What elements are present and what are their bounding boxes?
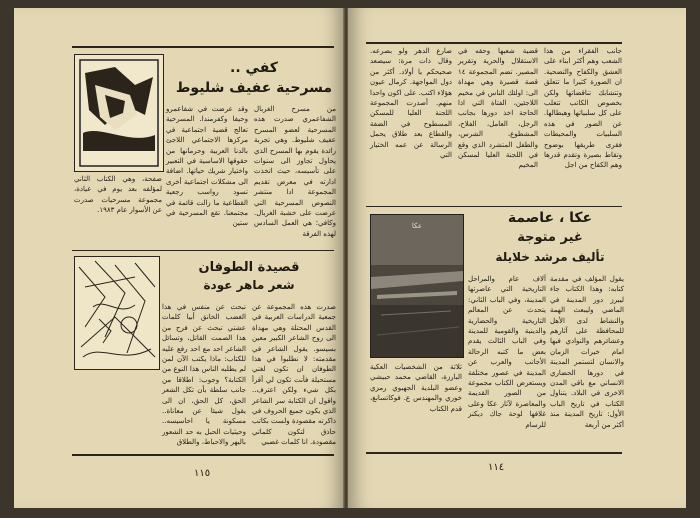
article-body-col-left: صفحة، وهي الكتاب الثاني لمؤلفه بعد يوم في عيادة، مجموعة مسرحيات صدرت عن الأسوار عام ١٩٨٣. — [74, 175, 162, 215]
top-body-col-2: قضية شعبها وحقه في الاستقلال والحرية وتقرير المصير. تضم المجموعة ١٤ قصة قصيرة وهي مهداة الى: اولئك الناس في مخيم اللاجئين، الفتاة التي اذا الحاجة اخذ دورها بجانب الرجل، العامل، الفلاح، المشطوع، الشرس، والطفل المتشرد الذي وقع في اللجنة العليا لمسكن المخيم — [458, 47, 538, 170]
article-title: عكا ، عاصمة — [507, 210, 593, 226]
book-cover-photo-akka — [370, 214, 464, 358]
article-body-col-right: يقول المؤلف في مقدمة كتابه: وهذا الكتاب جاء ليبرز دور المدينة في الماضي وليبعث الهمة والنشاط لدى الأهل للمحافظة على آثارهم وعشائرهم والنوادي فيها امام خيرات الزمان والانسان لتستمر المدينة في دورها الحضاري الانساني مع باقي المدن الاخرى في البلاد. يتناول الكتاب في تاريخ الباب الأول: تاريخ المدينة منذ أكثر من أربعة — [550, 275, 624, 429]
top-body-col-1: جانب الفقراء من هذا الشعب وهم أكثر ابناء على العشق والكفاح والتضحية. ان الصورة كثيرا ما تتعلق وتتشابك تناقضاتها ولكن بخصوص الكاتب تتغلب على كل سلبياتها وهيطالها. عن الصور في هذه السلبيات والمحيطات فقرى طريقها بوضوح وتقاط بصيرة وتقدم قدرها وهم الكفاح من اجل — [544, 47, 622, 170]
article-author: تأليف مرشد خلايلة — [495, 250, 605, 264]
article-body-col-left: ثلاثة من الشخصيات العكية البارزة، القاضي محمد حبيشي وعضو البلدية الجهبوي رمزي خوري والمهندس ع. فوكاتسانغ، قدم الكتاب — [370, 363, 462, 413]
top-body-col-3: صارع الدهر ولو بصرعه. وقال ذات مرة: سيصعد صحيحكم يا أولاد. أكثر من دول المواجهة. كرمال عيون هؤلاء اكتب. على اكون واحدا منهم. أصدرت المجموعة اللجنة العليا للمسكن المسطوح في الضفة والقطاع بعد طلاق يحمل الرسالة عن عمه الختيار التي — [370, 47, 452, 160]
bottom-rule — [72, 454, 334, 456]
top-rule — [366, 42, 622, 44]
cover-caption: كفى مسرحية عفيف شليوط — [90, 157, 148, 163]
article-title-line2: غير متوجة — [517, 230, 583, 245]
poem-body-col-middle: تبحث عن منفس في هذا الغضب الخانق أبيا كلمات عشتي تبحث عن فرح من هذا الصمت القاتل، وتسائل الشاعر احد مع احد رفع عليه للكتاب: ماذا يكتب الآن لمن لم يطلبه الناس هذا النوع من الكتابة؟ وجوب: اطلاقا من جانب سلطة بأن تكل الشعر الحق، كل الحق، ان الى يقول شيئا عن معاناة.. مسكونة يا احاسيسه.. وحيثيات الحبل به حد الشعور باليهر والاحباط، والطلاق — [162, 303, 246, 447]
article-body-col-middle: آلاف عام والمراحل التاريخية التي عاصرتها المدينة، وفي الباب الثاني: يتحدث عن المعالم التاريخية والحضارية والدينية والقومية للمدينة وفي الباب الثالث يقدم بعض ما كتبه الرحالة الأجانب والعرب عن المدينة في عصور مختلفة ويستعرض الكتاب مجموعة من الصور القديمة والمعاصرة لآثار عكا وعلى غلافها لوحة جاك ديكنز للرسام — [468, 275, 546, 429]
bottom-rule — [366, 452, 622, 454]
section-divider — [72, 250, 334, 251]
storm-sketch — [75, 257, 159, 369]
article-kicker: كفي .. — [230, 60, 278, 76]
poem-subtitle: شعر ماهر عودة — [203, 278, 295, 292]
poem-title: قصيدة الطوفان — [198, 260, 300, 275]
harbor-photo — [371, 215, 463, 357]
cover-art — [75, 55, 163, 171]
left-page — [14, 8, 344, 508]
article-body-col-middle: وقد عرضت في شفاعمرو وحيفا وكفرمندا. المسرحية تعالج قضية اجتماعية في مركزها الاجتماعي اللاجئ بالدنا العربية وحرمانها من حقوقها الاساسية في التعبير واختيار شريك حياتها. اضافة الى مشكلات اجتماعية أخرى تسود رواسب رجعية القطاعية ما زالت قائمة في مجتمعنا. تقع المسرحية في ستين — [166, 105, 248, 228]
poem-illustration — [74, 256, 160, 370]
book-cover-image-kafi — [74, 54, 164, 172]
page-number: ١١٥ — [194, 468, 211, 479]
page-number: ١١٤ — [488, 462, 505, 473]
article-title: مسرحية عفيف شليوط — [175, 80, 333, 96]
article-body-col-right: من مسرح الغربال الشفاعمري صدرت هذه المسرحية لعضو المسرح عفيف شليوط. وهي تجربة رائدة يقوم بها المسرح الذي يحاول تجاوز الى سنوات على تأسيسه، حيث اتخذت ادارته في معرض تقديم المجموعة ادا منتشر النصوص المسرحية التي عرضت على خشبة الغربال. وكافي؛ هي العمل السادس لهذه الفرقة — [254, 105, 336, 238]
photo-caption: عكا — [411, 222, 423, 230]
top-rule — [72, 46, 334, 48]
section-divider — [366, 206, 622, 207]
right-page — [348, 8, 686, 508]
poem-body-col-right: صدرت هذه المجموعة عن جمعية الدراسات العربية في القدس المحتلة وهي مهداة الى روح الشاعر الكبير معين بسيسو. يقول الشاعر في مقدمته: لا نطلبوا في هذا الطوفان ان تكون لغتي مستحيلة فأنت تكون لي أقرأ بكل شيء ولكن اعترف.. واقول ان الكتابة سر الشاعر الذي يكون جميع الحروف في ذاكرته مقصودة ولست بكاتب حاذق لتكون كلماتي مقصودة. انا كلمات غضبي — [252, 303, 336, 447]
